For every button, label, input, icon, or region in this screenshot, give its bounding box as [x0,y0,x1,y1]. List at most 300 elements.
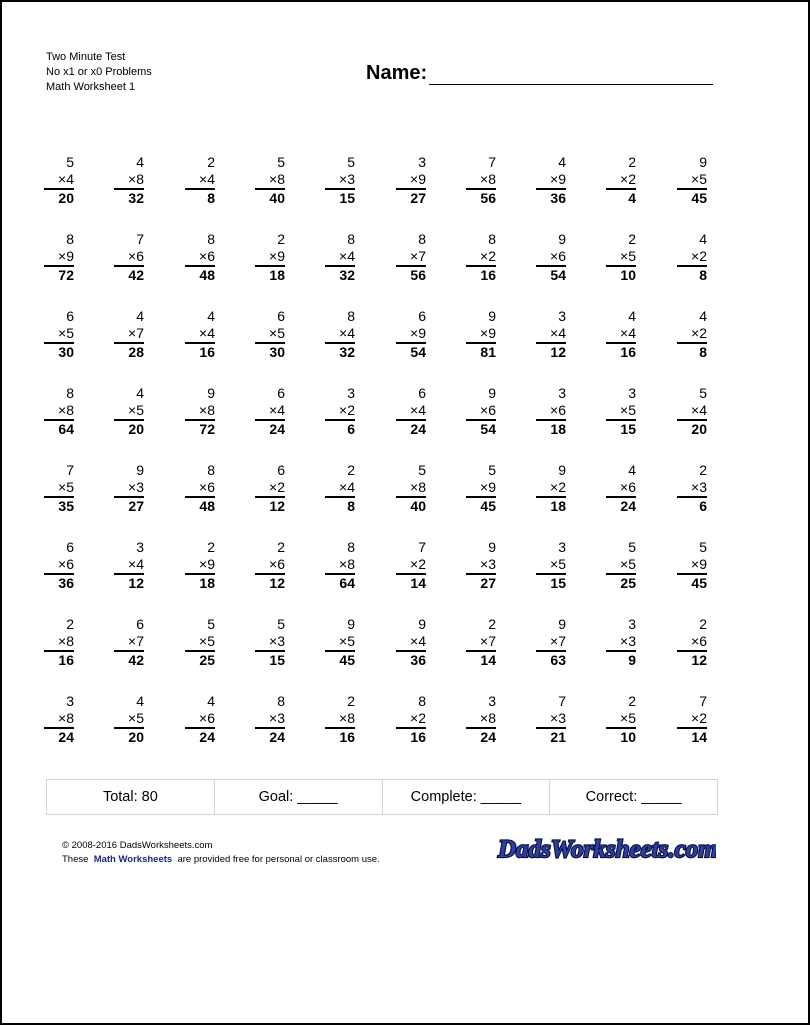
multiplicand: 2 [488,616,496,632]
multiplicand: 6 [66,539,74,555]
answer[interactable]: 32 [339,267,355,283]
multiplicand: 8 [488,231,496,247]
multiplicand: 3 [418,154,426,170]
problem [606,616,636,669]
answer[interactable]: 14 [691,729,707,745]
multiplicand: 5 [277,154,285,170]
problem [185,154,215,207]
answer[interactable]: 10 [620,267,636,283]
problem [677,308,707,361]
answer[interactable]: 27 [480,575,496,591]
multiplier: ×6 [269,556,285,572]
usage-prefix: These [62,854,89,865]
answer[interactable]: 18 [199,575,215,591]
multiplier: ×8 [480,710,496,726]
problem [396,308,426,361]
multiplicand: 6 [277,308,285,324]
answer[interactable]: 42 [128,652,144,668]
multiplicand: 3 [558,308,566,324]
answer[interactable]: 45 [339,652,355,668]
multiplier: ×8 [58,402,74,418]
multiplier: ×6 [128,248,144,264]
problem [536,462,566,515]
multiplier: ×9 [480,479,496,495]
answer[interactable]: 24 [199,729,215,745]
multiplicand: 7 [558,693,566,709]
answer[interactable]: 36 [58,575,74,591]
multiplicand: 6 [418,308,426,324]
problem [466,231,496,284]
answer[interactable]: 8 [699,344,707,360]
math-worksheets-link[interactable]: Math Worksheets [93,854,173,865]
problem [536,308,566,361]
answer[interactable]: 6 [347,421,355,437]
multiplicand: 2 [347,462,355,478]
answer[interactable]: 32 [339,344,355,360]
problem [536,693,566,746]
problem [255,539,285,592]
answer[interactable]: 15 [620,421,636,437]
answer[interactable]: 24 [410,421,426,437]
multiplicand: 2 [628,693,636,709]
answer[interactable]: 36 [410,652,426,668]
answer[interactable]: 10 [620,729,636,745]
problem [677,154,707,207]
multiplier: ×4 [58,171,74,187]
multiplier: ×6 [199,710,215,726]
answer[interactable]: 8 [347,498,355,514]
correct-cell: Correct: _____ [585,789,682,805]
problem [466,539,496,592]
problem [606,462,636,515]
problem [185,231,215,284]
multiplicand: 3 [66,693,74,709]
answer[interactable]: 8 [699,267,707,283]
answer[interactable]: 16 [58,652,74,668]
multiplicand: 2 [277,539,285,555]
multiplier: ×9 [410,325,426,341]
multiplicand: 2 [347,693,355,709]
multiplicand: 6 [277,462,285,478]
answer[interactable]: 40 [269,190,285,206]
problem [255,693,285,746]
multiplier: ×4 [339,325,355,341]
problem [185,308,215,361]
multiplier: ×5 [128,402,144,418]
problem-grid [2,2,810,762]
multiplier: ×2 [691,248,707,264]
multiplicand: 2 [699,462,707,478]
answer[interactable]: 16 [620,344,636,360]
multiplicand: 5 [347,154,355,170]
problem [44,154,74,207]
problem [396,693,426,746]
name-label: Name: [366,62,428,84]
problem [255,231,285,284]
problem [255,385,285,438]
goal-cell: Goal: _____ [215,780,383,814]
problem [606,231,636,284]
multiplicand: 7 [136,231,144,247]
multiplicand: 5 [488,462,496,478]
multiplier: ×5 [620,710,636,726]
multiplier: ×8 [58,710,74,726]
answer[interactable]: 27 [128,498,144,514]
answer[interactable]: 12 [269,498,285,514]
problem [677,693,707,746]
problem [325,693,355,746]
multiplier: ×5 [620,248,636,264]
multiplier: ×4 [410,402,426,418]
multiplier: ×2 [269,479,285,495]
multiplier: ×4 [199,171,215,187]
problem [677,462,707,515]
multiplicand: 4 [136,385,144,401]
multiplicand: 9 [558,231,566,247]
problem [466,308,496,361]
answer[interactable]: 32 [128,190,144,206]
score-summary [46,779,718,815]
multiplier: ×8 [339,710,355,726]
answer[interactable]: 14 [480,652,496,668]
multiplier: ×3 [480,556,496,572]
multiplicand: 8 [66,231,74,247]
answer[interactable]: 20 [691,421,707,437]
multiplicand: 8 [347,308,355,324]
answer[interactable]: 64 [58,421,74,437]
answer[interactable]: 15 [269,652,285,668]
multiplicand: 3 [488,693,496,709]
problem [396,231,426,284]
answer[interactable]: 81 [480,344,496,360]
multiplier: ×9 [269,248,285,264]
problem [677,385,707,438]
answer[interactable]: 14 [410,575,426,591]
multiplier: ×3 [550,710,566,726]
problem [114,385,144,438]
multiplicand: 5 [66,154,74,170]
multiplicand: 9 [558,616,566,632]
answer[interactable]: 24 [269,421,285,437]
answer[interactable]: 24 [620,498,636,514]
answer[interactable]: 64 [339,575,355,591]
answer[interactable]: 40 [410,498,426,514]
multiplier: ×5 [339,633,355,649]
problem [606,308,636,361]
problem [536,539,566,592]
answer[interactable]: 25 [620,575,636,591]
multiplier: ×9 [199,556,215,572]
multiplier: ×7 [550,633,566,649]
multiplier: ×9 [691,556,707,572]
answer[interactable]: 28 [128,344,144,360]
problem [536,616,566,669]
multiplier: ×7 [128,633,144,649]
multiplier: ×6 [58,556,74,572]
multiplicand: 4 [628,462,636,478]
answer[interactable]: 72 [58,267,74,283]
answer[interactable]: 48 [199,267,215,283]
multiplier: ×4 [550,325,566,341]
answer[interactable]: 15 [550,575,566,591]
problem [396,385,426,438]
multiplicand: 9 [488,539,496,555]
multiplier: ×9 [550,171,566,187]
answer[interactable]: 45 [691,575,707,591]
multiplicand: 9 [207,385,215,401]
multiplicand: 8 [418,693,426,709]
answer[interactable]: 16 [199,344,215,360]
multiplier: ×3 [691,479,707,495]
answer[interactable]: 30 [58,344,74,360]
problem [185,616,215,669]
problem [466,693,496,746]
multiplier: ×2 [480,248,496,264]
problem [396,154,426,207]
multiplier: ×6 [480,402,496,418]
multiplicand: 6 [66,308,74,324]
answer[interactable]: 18 [269,267,285,283]
problem [114,616,144,669]
problem [466,385,496,438]
multiplicand: 4 [699,308,707,324]
multiplicand: 9 [699,154,707,170]
multiplicand: 8 [347,231,355,247]
multiplier: ×6 [550,248,566,264]
multiplicand: 6 [418,385,426,401]
multiplier: ×6 [691,633,707,649]
answer[interactable]: 12 [691,652,707,668]
problem [325,462,355,515]
problem [185,539,215,592]
multiplicand: 7 [418,539,426,555]
answer[interactable]: 20 [128,421,144,437]
answer[interactable]: 4 [628,190,636,206]
multiplier: ×4 [269,402,285,418]
problem [536,154,566,207]
answer[interactable]: 56 [480,190,496,206]
answer[interactable]: 30 [269,344,285,360]
answer[interactable]: 24 [269,729,285,745]
problem [325,154,355,207]
answer[interactable]: 16 [339,729,355,745]
multiplicand: 9 [488,385,496,401]
multiplier: ×5 [58,479,74,495]
problem [114,231,144,284]
usage-note [62,853,380,867]
problem [325,385,355,438]
multiplicand: 3 [558,385,566,401]
multiplicand: 3 [558,539,566,555]
problem [466,462,496,515]
multiplier: ×2 [339,402,355,418]
answer[interactable]: 54 [480,421,496,437]
problem [325,308,355,361]
multiplicand: 2 [66,616,74,632]
answer[interactable]: 8 [207,190,215,206]
answer[interactable]: 16 [410,729,426,745]
answer[interactable]: 36 [550,190,566,206]
multiplier: ×2 [691,710,707,726]
test-type: Two Minute Test [46,51,126,63]
dadsworksheets-logo[interactable] [496,828,716,873]
answer[interactable]: 25 [199,652,215,668]
multiplicand: 5 [207,616,215,632]
answer[interactable]: 54 [410,344,426,360]
multiplicand: 3 [628,616,636,632]
problem [44,308,74,361]
multiplicand: 2 [628,154,636,170]
answer[interactable]: 45 [691,190,707,206]
multiplier: ×5 [128,710,144,726]
problem [677,539,707,592]
problem [606,539,636,592]
multiplier: ×4 [620,325,636,341]
multiplier: ×7 [410,248,426,264]
multiplier: ×4 [199,325,215,341]
problem [114,462,144,515]
answer[interactable]: 63 [550,652,566,668]
problem [255,308,285,361]
multiplier: ×5 [199,633,215,649]
multiplier: ×6 [620,479,636,495]
problem [44,462,74,515]
multiplier: ×6 [199,248,215,264]
multiplicand: 2 [628,231,636,247]
multiplier: ×5 [620,556,636,572]
answer[interactable]: 16 [480,267,496,283]
answer[interactable]: 12 [550,344,566,360]
multiplicand: 4 [558,154,566,170]
multiplier: ×8 [199,402,215,418]
answer[interactable]: 54 [550,267,566,283]
answer[interactable]: 12 [269,575,285,591]
logo-wordmark: DadsWorksheets.com [498,836,716,863]
answer[interactable]: 18 [550,498,566,514]
problem [677,231,707,284]
multiplicand: 9 [136,462,144,478]
problem [606,385,636,438]
worksheet-number: Math Worksheet 1 [46,81,136,93]
multiplicand: 9 [418,616,426,632]
multiplier: ×9 [480,325,496,341]
answer[interactable]: 18 [550,421,566,437]
problem-set: No x1 or x0 Problems [46,66,152,78]
multiplicand: 9 [558,462,566,478]
multiplicand: 8 [207,462,215,478]
multiplier: ×5 [691,171,707,187]
answer[interactable]: 24 [58,729,74,745]
problem [255,154,285,207]
answer[interactable]: 20 [128,729,144,745]
multiplicand: 8 [418,231,426,247]
multiplier: ×8 [480,171,496,187]
answer[interactable]: 12 [128,575,144,591]
multiplier: ×2 [620,171,636,187]
answer[interactable]: 9 [628,652,636,668]
multiplier: ×4 [410,633,426,649]
multiplier: ×7 [128,325,144,341]
multiplier: ×5 [550,556,566,572]
problem [606,154,636,207]
answer[interactable]: 72 [199,421,215,437]
multiplier: ×8 [339,556,355,572]
problem [185,693,215,746]
problem [536,385,566,438]
multiplicand: 9 [347,616,355,632]
answer[interactable]: 20 [58,190,74,206]
multiplier: ×3 [269,633,285,649]
multiplier: ×4 [339,248,355,264]
multiplier: ×8 [128,171,144,187]
multiplier: ×6 [550,402,566,418]
multiplicand: 4 [207,693,215,709]
answer[interactable]: 48 [199,498,215,514]
multiplicand: 4 [136,308,144,324]
problem [466,616,496,669]
footer [62,839,380,867]
problem [44,693,74,746]
problem [114,693,144,746]
multiplier: ×5 [620,402,636,418]
multiplier: ×9 [410,171,426,187]
answer[interactable]: 45 [480,498,496,514]
problem [677,616,707,669]
multiplicand: 3 [628,385,636,401]
problem [396,616,426,669]
answer[interactable]: 27 [410,190,426,206]
multiplicand: 4 [136,154,144,170]
problem [325,616,355,669]
complete-cell: Complete: _____ [383,780,551,814]
answer[interactable]: 6 [699,498,707,514]
multiplier: ×2 [410,710,426,726]
multiplier: ×9 [58,248,74,264]
problem [44,385,74,438]
multiplier: ×5 [58,325,74,341]
multiplier: ×4 [128,556,144,572]
answer[interactable]: 21 [550,729,566,745]
total-cell: Total: 80 [47,780,215,814]
multiplier: ×2 [691,325,707,341]
multiplicand: 2 [207,539,215,555]
multiplier: ×2 [410,556,426,572]
problem [44,231,74,284]
copyright: © 2008-2016 DadsWorksheets.com [62,840,213,851]
problem [185,385,215,438]
answer[interactable]: 15 [339,190,355,206]
multiplicand: 6 [136,616,144,632]
problem [114,308,144,361]
multiplicand: 9 [488,308,496,324]
multiplier: ×8 [58,633,74,649]
answer[interactable]: 24 [480,729,496,745]
multiplier: ×8 [269,171,285,187]
answer[interactable]: 35 [58,498,74,514]
answer[interactable]: 56 [410,267,426,283]
multiplicand: 4 [628,308,636,324]
multiplicand: 4 [136,693,144,709]
answer[interactable]: 42 [128,267,144,283]
problem [255,462,285,515]
multiplier: ×7 [480,633,496,649]
multiplier: ×2 [550,479,566,495]
problem [606,693,636,746]
multiplier: ×5 [269,325,285,341]
problem [396,462,426,515]
multiplicand: 4 [699,231,707,247]
multiplicand: 7 [488,154,496,170]
